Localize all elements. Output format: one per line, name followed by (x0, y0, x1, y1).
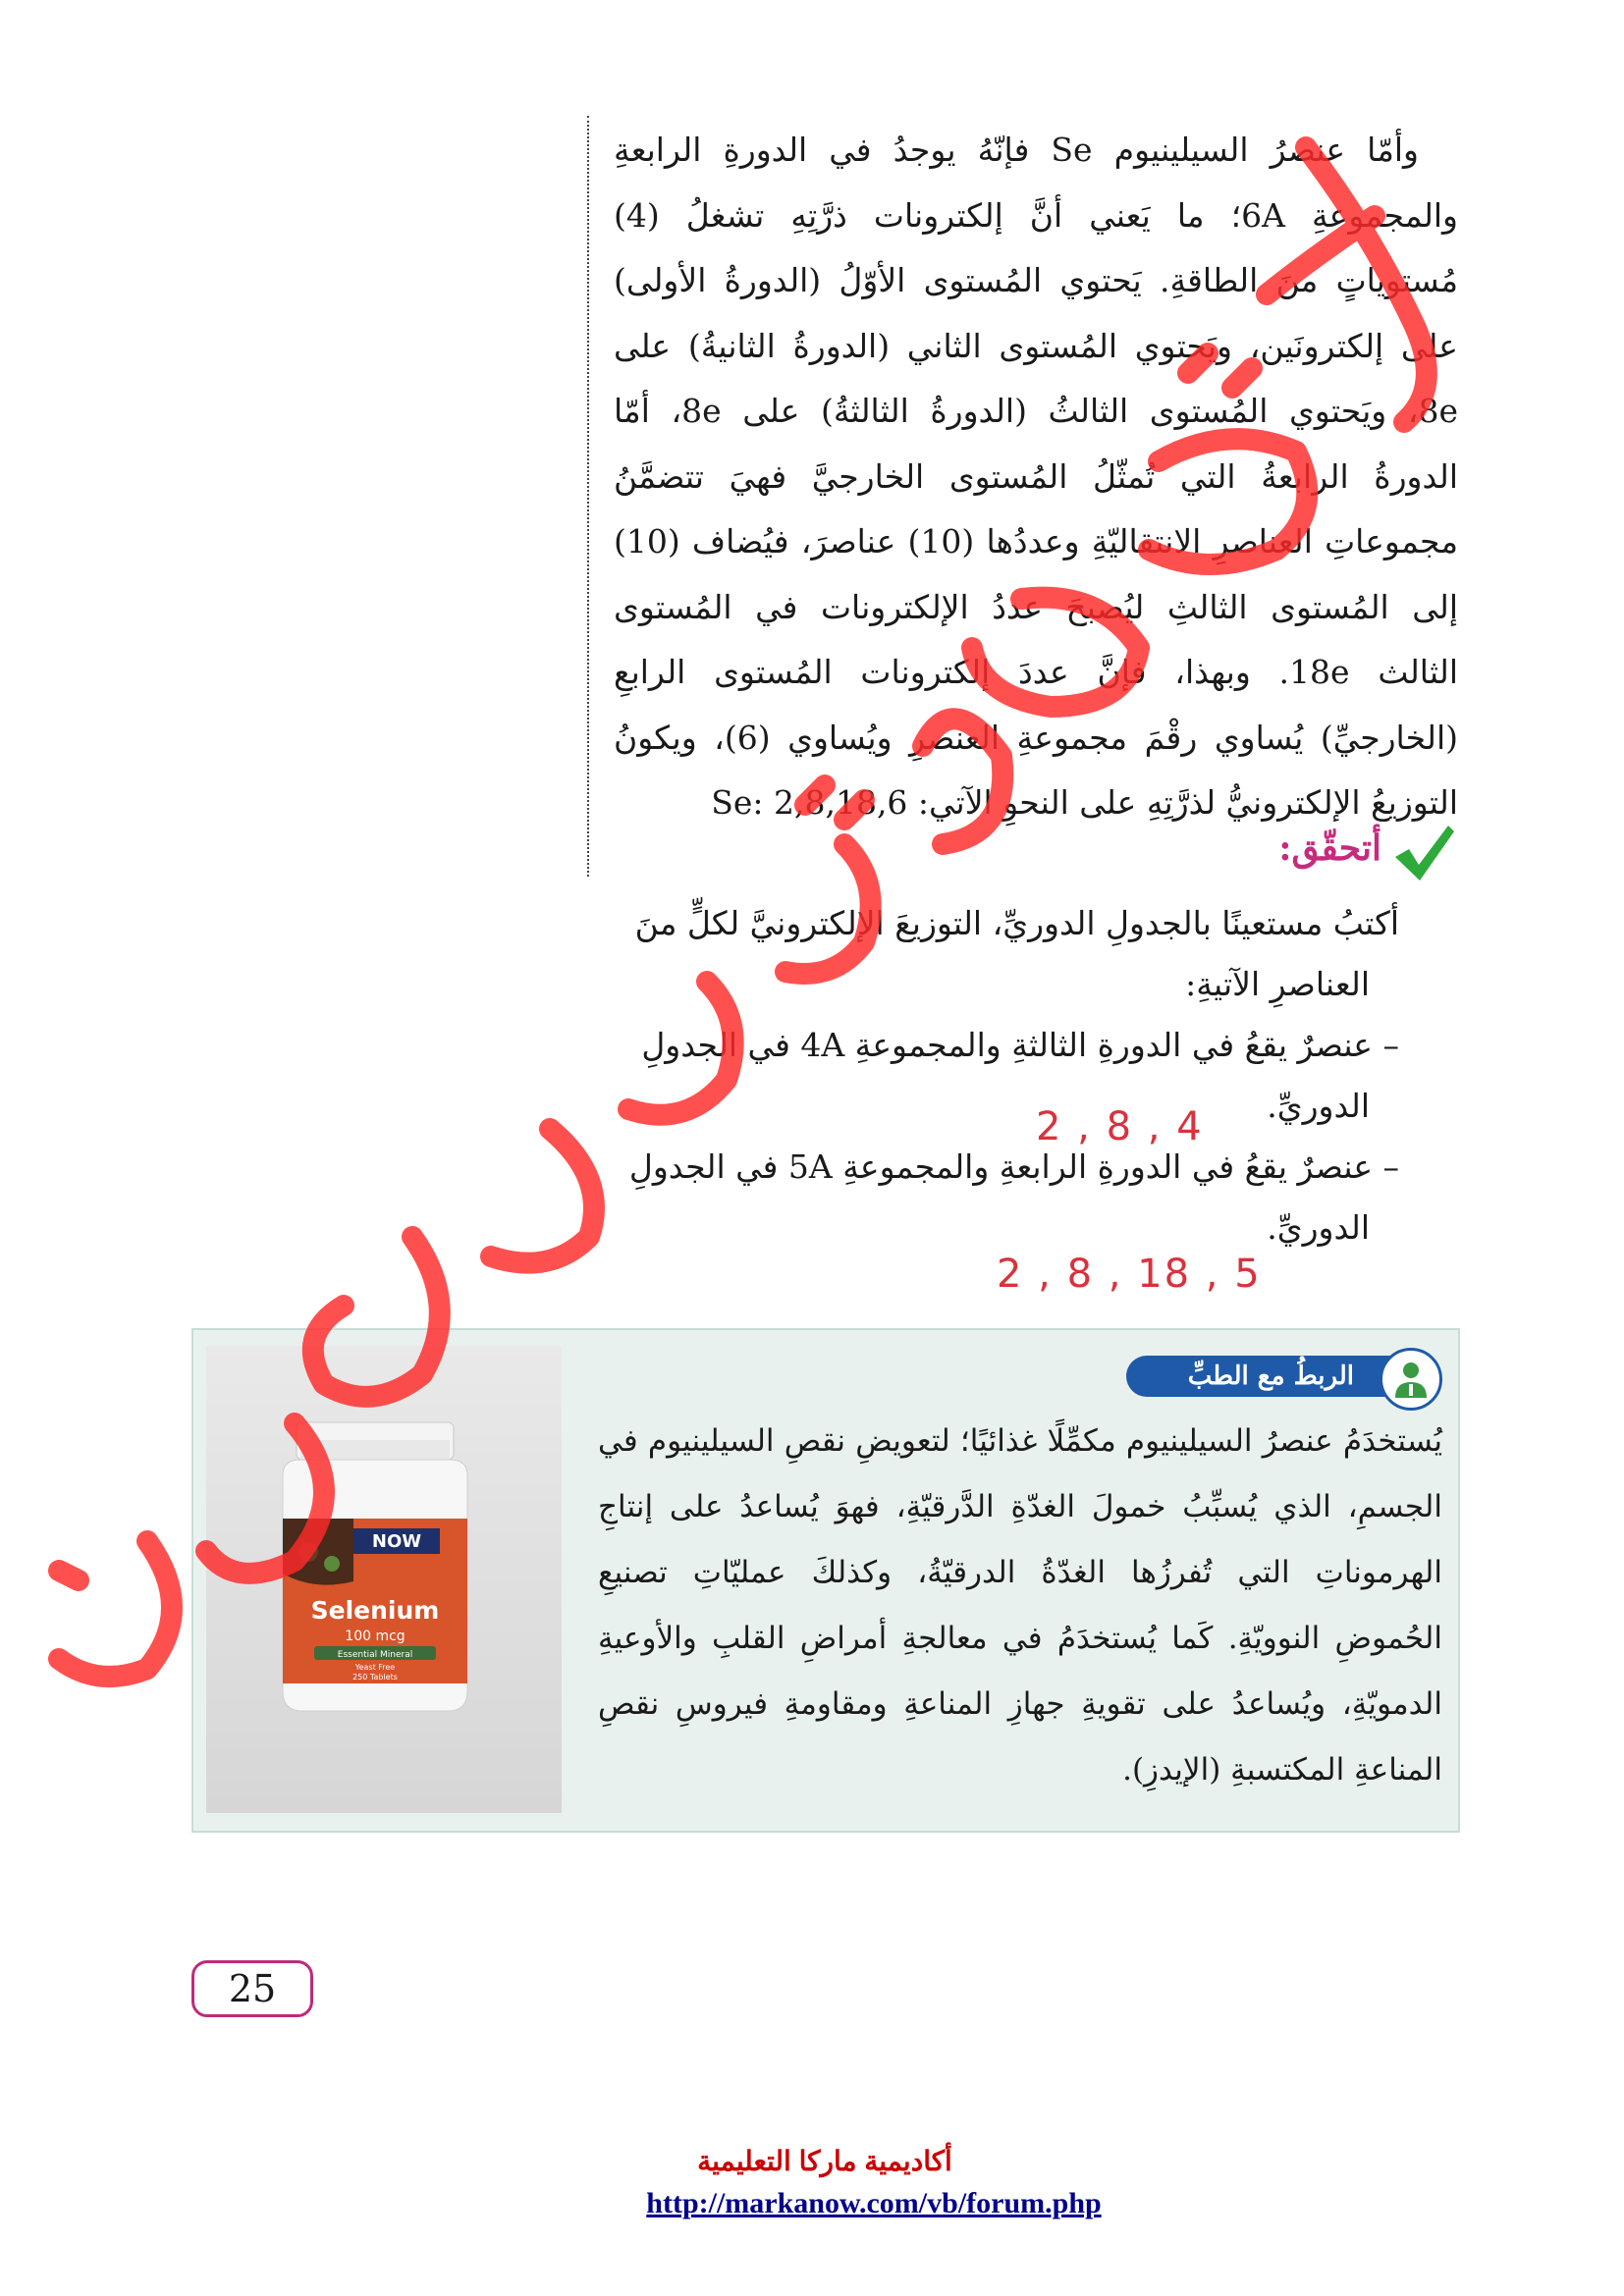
exercise-intro-line-1: أكتبُ مستعينًا بالجدولِ الدوريِّ، التوزيعَ الإلكترونيَّ لكلٍّ منَ (634, 904, 1399, 942)
medicine-link-box (191, 1328, 1460, 1833)
exercise-intro-line-2: العناصرِ الآتيةِ: (1185, 965, 1370, 1003)
medicine-link-text: يُستخدَمُ عنصرُ السيلينيوم مكمِّلًا غذائيًا؛ لتعويضِ نقصِ السيلينيوم في الجسمِ، الذي يُسبِّبُ خمولَ الغدّةِ الدَّرقيّةِ، فهوَ يُساعدُ على إنتاجِ الهرموناتِ التي تُفرزُها الغدّةُ الدرقيّةُ، وكذلكَ عمليّاتِ تصنيعِ الحُموضِ النوويّةِ. كَما يُستخدَمُ في معالجةِ أمراضِ القلبِ والأوعيةِ الدمويّةِ، ويُساعدُ على تقويةِ جهازِ المناعةِ ومقاومةِ فيروسِ نقصِ المناعةِ المكتسبةِ (الإيدزِ). (598, 1423, 1442, 1788)
bottle-tag-text: Essential Mineral (337, 1650, 413, 1660)
handwritten-answer-1: 2 , 8 , 4 (1036, 1104, 1204, 1149)
doctor-icon (1380, 1348, 1442, 1411)
selenium-bottle-photo (206, 1346, 562, 1813)
medicine-link-badge (1126, 1348, 1442, 1402)
footer-academy-name: أكاديمية ماركا التعليمية (697, 2146, 952, 2176)
page-number: 25 (191, 1960, 313, 2017)
exercise-item-1-line-1: – عنصرٌ يقعُ في الدورةِ الثالثةِ والمجموعةِ 4A في الجدولِ (641, 1026, 1399, 1064)
check-heading (1159, 820, 1458, 888)
bottle-dose-text: 100 mcg (345, 1629, 406, 1644)
bottle-illustration (206, 1346, 562, 1813)
exercise-item-2-line-1: – عنصرٌ يقعُ في الدورةِ الرابعةِ والمجموعةِ 5A في الجدولِ (628, 1148, 1399, 1186)
main-text-block (614, 118, 1458, 836)
badge-label: الربطُ مع الطبِّ (1187, 1362, 1354, 1391)
bottle-sub-text: Yeast Free (354, 1663, 396, 1672)
check-title: أتحقّق: (1278, 828, 1381, 869)
checkmark-icon (1389, 820, 1458, 888)
exercise-item-2-line-2: الدوريِّ. (1267, 1208, 1370, 1247)
exercise-item-1-line-2: الدوريِّ. (1267, 1087, 1370, 1125)
bottle-brand-text: NOW (371, 1531, 422, 1552)
footer-url-link[interactable]: http://markanow.com/vb/forum.php (646, 2187, 1102, 2219)
bottle-name-text: Selenium (310, 1596, 440, 1625)
bottle-count-text: 250 Tablets (352, 1673, 398, 1682)
main-paragraph: وأمّا عنصرُ السيلينيوم Se فإنّهُ يوجدُ في الدورةِ الرابعةِ والمجموعةِ 6A؛ ما يَعني أنَّ إلكترونات ذرَّتِهِ تشغلُ (4) مُستوياتٍ منَ الطاقةِ. يَحتوي المُستوى الأوّلُ (الدورةُ الأولى) على إلكترونَين، ويَحتوي المُستوى الثاني (الدورةُ الثانيةُ) على 8e، ويَحتوي المُستوى الثالثُ (الدورةُ الثالثةُ) على 8e، أمّا الدورةُ الرابعةُ التي تُمثّلُ المُستوى الخارجيَّ فهيَ تتضمَّنُ مجموعاتِ العناصرِ الانتقاليّةِ وعددُها (10) عناصرَ، فيُضاف (10) إلى المُستوى الثالثِ ليُصبحَ عددُ الإلكترونات في المُستوى الثالث 18e. وبهذا، فإنَّ عددَ إلكترونات المُستوى الرابعِ (الخارجيِّ) يُساوي رقْمَ مجموعةِ العنصرِ ويُساوي (6)، ويكونُ التوزيعُ الإلكترونيُّ لذرَّتِهِ على النحوِ الآتي: Se: 2,8,18,6 (614, 131, 1459, 822)
exercise-block (614, 893, 1399, 1258)
handwritten-answer-2: 2 , 8 , 18 , 5 (997, 1252, 1262, 1297)
column-divider (587, 116, 589, 877)
